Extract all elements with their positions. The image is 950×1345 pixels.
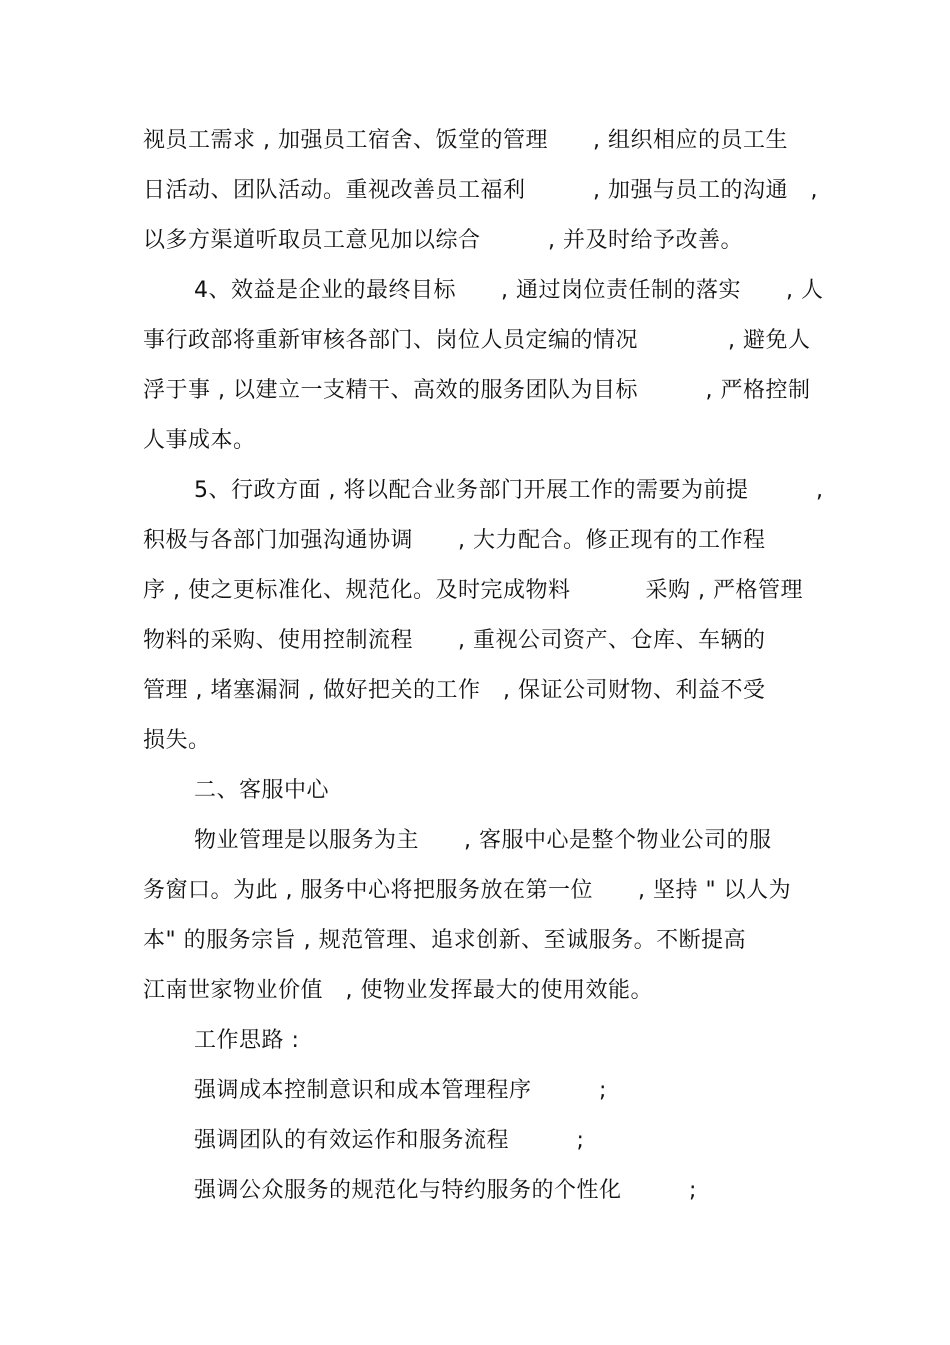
paragraph-line: 工作思路 : bbox=[194, 1028, 300, 1053]
paragraph-line: 损失。 bbox=[143, 728, 211, 753]
paragraph-line: 物业管理是以服务为主 , 客服中心是整个物业公司的服 bbox=[194, 828, 772, 853]
paragraph-line: 事行政部将重新审核各部门、岗位人员定编的情况 , 避免人 bbox=[143, 328, 811, 353]
paragraph-line: 以多方渠道听取员工意见加以综合 , 并及时给予改善。 bbox=[143, 228, 743, 253]
list-item: 强调成本控制意识和成本管理程序 ; bbox=[194, 1078, 607, 1103]
paragraph-line: 5、行政方面 , 将以配合业务部门开展工作的需要为前提 , bbox=[194, 478, 824, 503]
paragraph-line: 日活动、团队活动。重视改善员工福利 , 加强与员工的沟通 , bbox=[143, 178, 818, 203]
paragraph-line: 浮于事 , 以建立一支精干、高效的服务团队为目标 , 严格控制 bbox=[143, 378, 811, 403]
paragraph-line: 物料的采购、使用控制流程 , 重视公司资产、仓库、车辆的 bbox=[143, 628, 766, 653]
list-item: 强调团队的有效运作和服务流程 ; bbox=[194, 1128, 585, 1153]
paragraph-line: 务窗口。为此 , 服务中心将把服务放在第一位 , 坚持 " 以人为 bbox=[143, 878, 792, 903]
paragraph-line: 4、效益是企业的最终目标 , 通过岗位责任制的落实 , 人 bbox=[194, 278, 824, 303]
paragraph-line: 江南世家物业价值 , 使物业发挥最大的使用效能。 bbox=[143, 978, 653, 1003]
list-item: 强调公众服务的规范化与特约服务的个性化 ; bbox=[194, 1178, 697, 1203]
paragraph-line: 序 , 使之更标准化、规范化。及时完成物料 采购 , 严格管理 bbox=[143, 578, 803, 603]
paragraph-line: 积极与各部门加强沟通协调 , 大力配合。修正现有的工作程 bbox=[143, 528, 766, 553]
section-heading: 二、客服中心 bbox=[194, 778, 330, 803]
paragraph-line: 人事成本。 bbox=[143, 428, 256, 453]
paragraph-line: 本" 的服务宗旨 , 规范管理、追求创新、至诚服务。不断提高 bbox=[143, 928, 747, 953]
paragraph-line: 视员工需求 , 加强员工宿舍、饭堂的管理 , 组织相应的员工生 bbox=[143, 128, 788, 153]
paragraph-line: 管理 , 堵塞漏洞 , 做好把关的工作 , 保证公司财物、利益不受 bbox=[143, 678, 766, 703]
